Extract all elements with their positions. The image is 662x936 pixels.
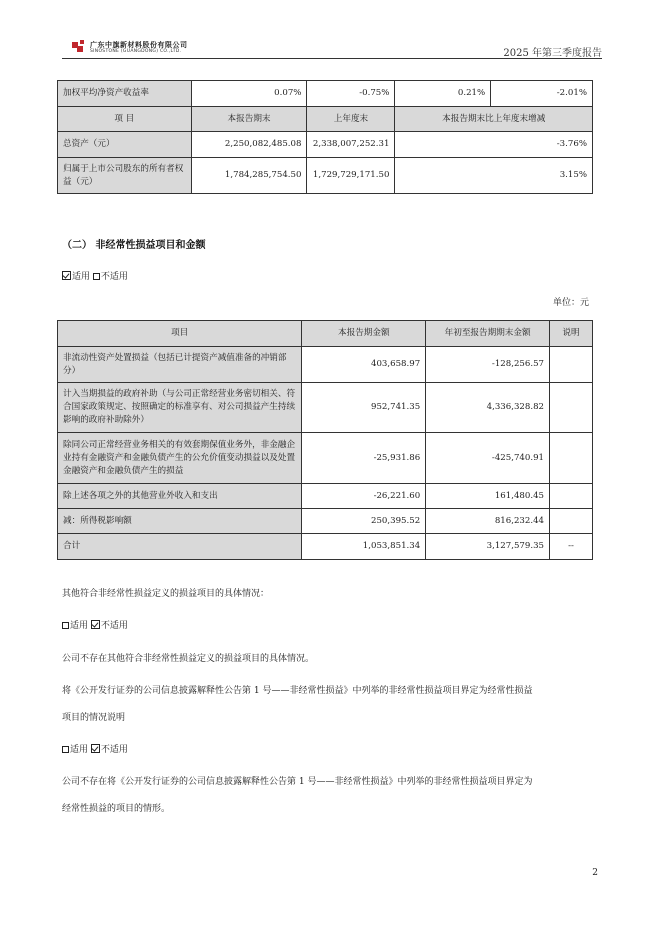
table-cell: 1,053,851.34 bbox=[302, 534, 426, 560]
table-cell bbox=[550, 347, 593, 383]
company-name-cn: 广东中旗新材料股份有限公司 bbox=[90, 41, 188, 49]
table-row bbox=[58, 81, 593, 107]
checked-checkbox-icon[interactable] bbox=[91, 620, 100, 629]
table-cell: -25,931.86 bbox=[302, 433, 426, 484]
table-cell: 1,729,729,171.50 bbox=[307, 158, 395, 194]
row-label: 加权平均净资产收益率 bbox=[58, 81, 192, 107]
row-label: 总资产（元） bbox=[58, 132, 192, 158]
table-cell bbox=[550, 433, 593, 484]
column-header: 本报告期金额 bbox=[302, 321, 426, 347]
table-cell: 0.07% bbox=[191, 81, 307, 107]
table-cell: 250,395.52 bbox=[302, 509, 426, 534]
applicable-label: 适用 bbox=[70, 745, 89, 755]
table-cell: -26,221.60 bbox=[302, 484, 426, 509]
table-cell: 161,480.45 bbox=[426, 484, 550, 509]
item-label: 减：所得税影响额 bbox=[58, 509, 302, 534]
table-cell: 1,784,285,754.50 bbox=[191, 158, 307, 194]
table-row bbox=[58, 158, 593, 194]
report-title: 2025 年第三季度报告 bbox=[503, 48, 602, 59]
not-applicable-label: 不适用 bbox=[100, 745, 128, 755]
table-cell bbox=[550, 509, 593, 534]
table-cell: -425,740.91 bbox=[426, 433, 550, 484]
company-name-en: SINOSTONE (GUANGDONG) CO.,LTD. bbox=[90, 49, 182, 54]
table-header-row bbox=[58, 107, 593, 132]
checkbox-icon[interactable] bbox=[62, 746, 69, 753]
checkbox-icon[interactable] bbox=[93, 273, 100, 280]
table-cell: 3,127,579.35 bbox=[426, 534, 550, 560]
table-cell: 3.15% bbox=[395, 158, 593, 194]
table-cell bbox=[550, 484, 593, 509]
column-header: 项 目 bbox=[58, 107, 192, 132]
row-label: 归属于上市公司股东的所有者权益（元） bbox=[58, 158, 192, 194]
table-total-row bbox=[58, 534, 593, 560]
item-label: 合计 bbox=[58, 534, 302, 560]
table-cell: 4,336,328.82 bbox=[426, 383, 550, 433]
paragraph-line: 项目的情况说明 bbox=[62, 713, 126, 723]
checkbox-icon[interactable] bbox=[62, 622, 69, 629]
table-cell: -- bbox=[550, 534, 593, 560]
table-cell: -2.01% bbox=[491, 81, 593, 107]
unit-label: 单位：元 bbox=[552, 298, 589, 308]
page-header bbox=[62, 36, 602, 59]
table-cell: -128,256.57 bbox=[426, 347, 550, 383]
paragraph: 其他符合非经常性损益定义的损益项目的具体情况： bbox=[62, 589, 270, 599]
applicable-label: 适用 bbox=[72, 272, 91, 282]
table-cell bbox=[550, 383, 593, 433]
table-cell: 816,232.44 bbox=[426, 509, 550, 534]
table-cell: 403,658.97 bbox=[302, 347, 426, 383]
company-logo-icon bbox=[72, 40, 86, 54]
column-header: 说明 bbox=[550, 321, 593, 347]
table-cell: 0.21% bbox=[395, 81, 491, 107]
table-cell: -0.75% bbox=[307, 81, 395, 107]
non-recurring-items-table bbox=[57, 320, 593, 560]
table-cell: -3.76% bbox=[395, 132, 593, 158]
section-title: （二） 非经常性损益项目和金额 bbox=[62, 240, 206, 251]
paragraph: 公司不存在其他符合非经常性损益定义的损益项目的具体情况。 bbox=[62, 654, 315, 664]
item-label: 非流动性资产处置损益（包括已计提资产减值准备的冲销部分） bbox=[58, 347, 302, 383]
table-header-row bbox=[58, 321, 593, 347]
column-header: 项目 bbox=[58, 321, 302, 347]
paragraph-line: 公司不存在将《公开发行证券的公司信息披露解释性公告第 1 号——非经常性损益》中列举的非经常性损益项目界定为 bbox=[62, 777, 533, 787]
table-row bbox=[58, 509, 593, 534]
applicable-checkbox-group bbox=[62, 742, 128, 755]
checked-checkbox-icon[interactable] bbox=[62, 271, 71, 280]
table-row bbox=[58, 433, 593, 484]
table-cell: 2,338,007,252.31 bbox=[307, 132, 395, 158]
table-row bbox=[58, 347, 593, 383]
column-header: 本报告期末比上年度末增减 bbox=[395, 107, 593, 132]
not-applicable-label: 不适用 bbox=[100, 621, 128, 631]
table-row bbox=[58, 132, 593, 158]
column-header: 上年度末 bbox=[307, 107, 395, 132]
applicable-label: 适用 bbox=[70, 621, 89, 631]
table-row bbox=[58, 484, 593, 509]
checked-checkbox-icon[interactable] bbox=[91, 744, 100, 753]
page-number: 2 bbox=[592, 868, 598, 878]
paragraph-line: 经常性损益的项目的情形。 bbox=[62, 804, 171, 814]
table-cell: 2,250,082,485.08 bbox=[191, 132, 307, 158]
table-row bbox=[58, 383, 593, 433]
table-cell: 952,741.35 bbox=[302, 383, 426, 433]
item-label: 计入当期损益的政府补助（与公司正常经营业务密切相关、符合国家政策规定、按照确定的标准享有、对公司损益产生持续影响的政府补助除外） bbox=[58, 383, 302, 433]
column-header: 年初至报告期期末金额 bbox=[426, 321, 550, 347]
financial-summary-table bbox=[57, 80, 593, 194]
applicable-checkbox-group bbox=[62, 269, 128, 282]
applicable-checkbox-group bbox=[62, 618, 128, 631]
item-label: 除上述各项之外的其他营业外收入和支出 bbox=[58, 484, 302, 509]
paragraph-line: 将《公开发行证券的公司信息披露解释性公告第 1 号——非经常性损益》中列举的非经常性损益项目界定为经常性损益 bbox=[62, 686, 533, 696]
item-label: 除同公司正常经营业务相关的有效套期保值业务外，非金融企业持有金融资产和金融负债产生的公允价值变动损益以及处置金融资产和金融负债产生的损益 bbox=[58, 433, 302, 484]
column-header: 本报告期末 bbox=[191, 107, 307, 132]
not-applicable-label: 不适用 bbox=[100, 272, 128, 282]
